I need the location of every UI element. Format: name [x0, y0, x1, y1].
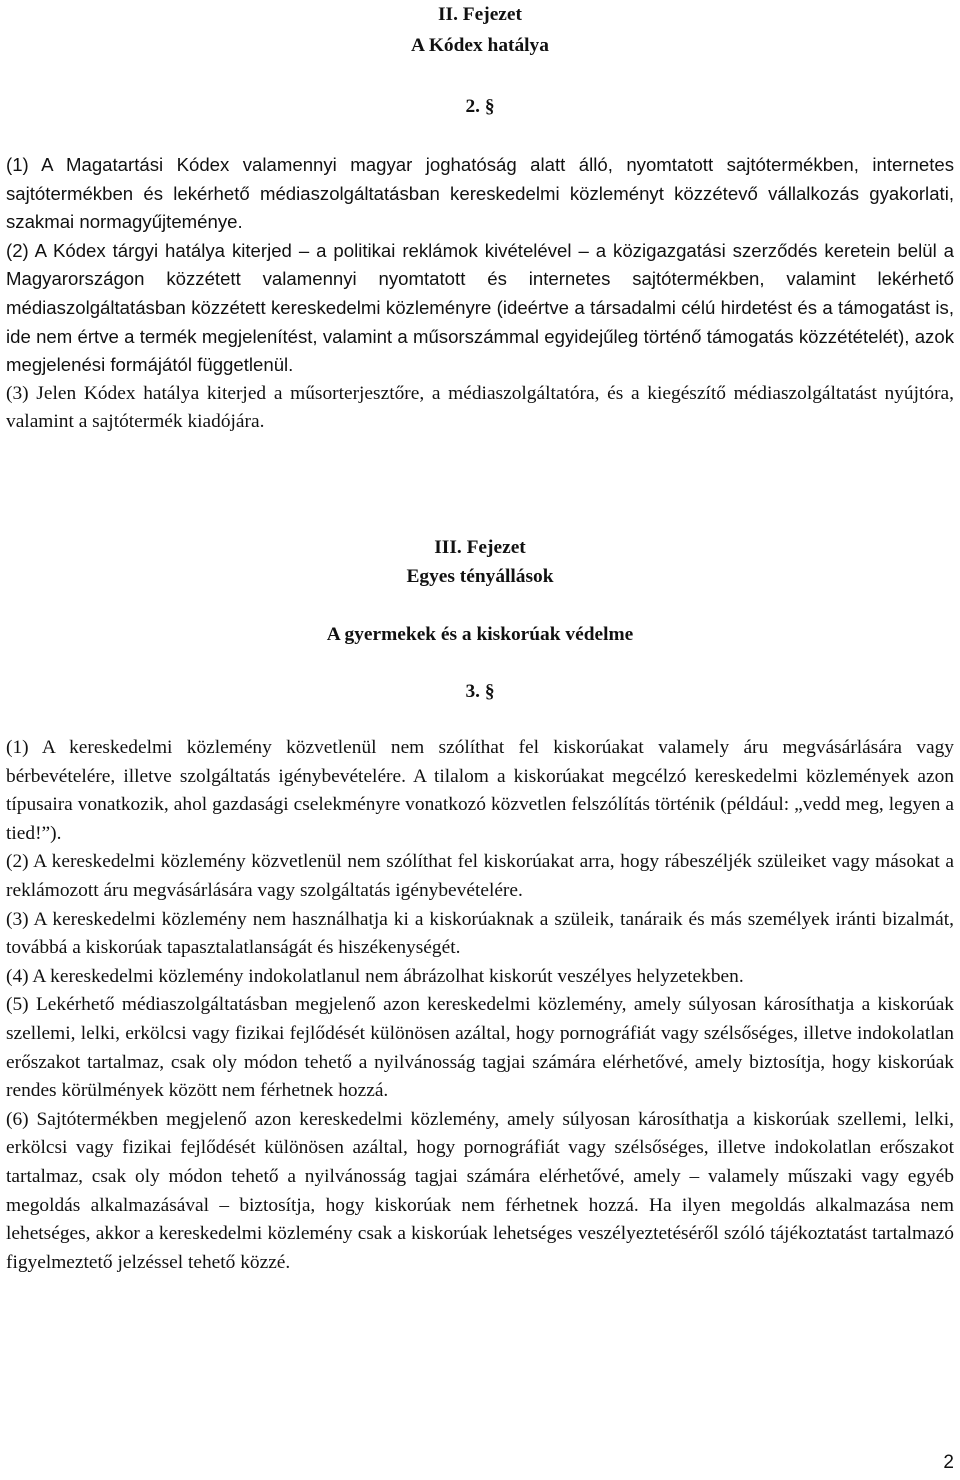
chapter-3-title: Egyes tényállások: [406, 566, 554, 587]
section-2-mark: 2. §: [465, 96, 495, 117]
paragraph-3-3: (3) A kereskedelmi közlemény nem használhatja ki a kiskorúaknak a szüleik, tanáraik és más személyek iránti bizalmát, továbbá a kiskorúak tapasztalatlanságát és hiszékenységét.: [6, 908, 954, 959]
chapter-3-number: III. Fejezet: [434, 537, 526, 558]
chapter-3-body: [6, 734, 954, 1277]
section-3-mark: 3. §: [465, 681, 495, 702]
paragraph-3-2: (2) A kereskedelmi közlemény közvetlenül nem szólíthat fel kiskorúakat arra, hogy rábeszéljék szüleiket vagy másokat a reklámozott áru megvásárlására vagy szolgáltatás igénybevételére.: [6, 851, 954, 901]
paragraph-3-4: (4) A kereskedelmi közlemény indokolatlanul nem ábrázolhat kiskorút veszélyes helyzetekben.: [6, 965, 744, 987]
paragraph-3-5: (5) Lekérhető médiaszolgáltatásban megjelenő azon kereskedelmi közlemény, amely súlyosan károsíthatja a kiskorúak szellemi, lelki, erkölcsi vagy fizikai fejlődését különösen azáltal, hogy pornográfiát vagy szélsőséges, illetve indokolatlan erőszakot tartalmaz, csak oly módon tehető a nyilvánosság tagjai számára elérhetővé, amely biztosítja, hogy kiskorúak rendes körülmények között nem férhetnek hozzá.: [6, 994, 954, 1102]
chapter-3-subtitle: A gyermekek és a kiskorúak védelme: [326, 624, 634, 645]
paragraph-2-1: (1) A Magatartási Kódex valamennyi magyar joghatóság alatt álló, nyomtatott sajtótermékben, internetes sajtótermékben és lekérhető médiaszolgáltatásban kereskedelmi közleményt közzétevő vállalkozás gyakorlati, szakmai normagyűjteménye.: [6, 154, 954, 233]
paragraph-2-3: (3) Jelen Kódex hatálya kiterjed a műsorterjesztőre, a médiaszolgáltatóra, és a kiegészítő médiaszolgáltatást nyújtóra, valamint a sajtótermék kiadójára.: [6, 382, 954, 433]
chapter-2-number: II. Fejezet: [438, 4, 522, 25]
paragraph-3-6: (6) Sajtótermékben megjelenő azon kereskedelmi közlemény, amely súlyosan károsíthatja a kiskorúak szellemi, lelki, erkölcsi vagy fizikai fejlődését különösen azáltal, hogy pornográfiát vagy szélsőséges, illetve indokolatlan erőszakot tartalmaz, csak oly módon tehető a nyilvánosság tagjai számára elérhetővé, amely – valamely műszaki vagy egyéb megoldás alkalmazásával – biztosítja, hogy kiskorúak nem férhetnek hozzá. Ha ilyen megoldás alkalmazása nem lehetséges, akkor a kereskedelmi közlemény csak a kiskorúak lehetséges veszélyeztetéséről szóló tájékoztatást tartalmazó figyelmeztető jelzéssel tehető közzé.: [6, 1108, 954, 1273]
chapter-2-title: A Kódex hatálya: [411, 35, 549, 56]
page-number: 2: [943, 1452, 954, 1473]
paragraph-2-2: (2) A Kódex tárgyi hatálya kiterjed – a politikai reklámok kivételével – a közigazgatási szerződés keretein belül a Magyarországon közzétett valamennyi nyomtatott és internetes sajtótermékben, valamint lekérhető médiaszolgáltatásban közzétett kereskedelmi közleményre (ideértve a társadalmi célú hirdetést és a támogatást is, ide nem értve a termék megjelenítést, valamint a műsorszámmal egyidejűleg történő támogatás közzétételét), azok megjelenési formájától függetlenül.: [6, 239, 954, 376]
paragraph-3-1: (1) A kereskedelmi közlemény közvetlenül nem szólíthat fel kiskorúakat valamely áru megvásárlására vagy bérbevételére, illetve szolgáltatás igénybevételére. A tilalom a kiskorúakat megcélzó kereskedelmi közlemények azon típusaira vonatkozik, ahol gazdasági cselekményre vonatkozó közvetlen felszólítás történik (például: „vedd meg, legyen a tied!”).: [6, 737, 954, 844]
chapter-2-body: [6, 151, 954, 437]
